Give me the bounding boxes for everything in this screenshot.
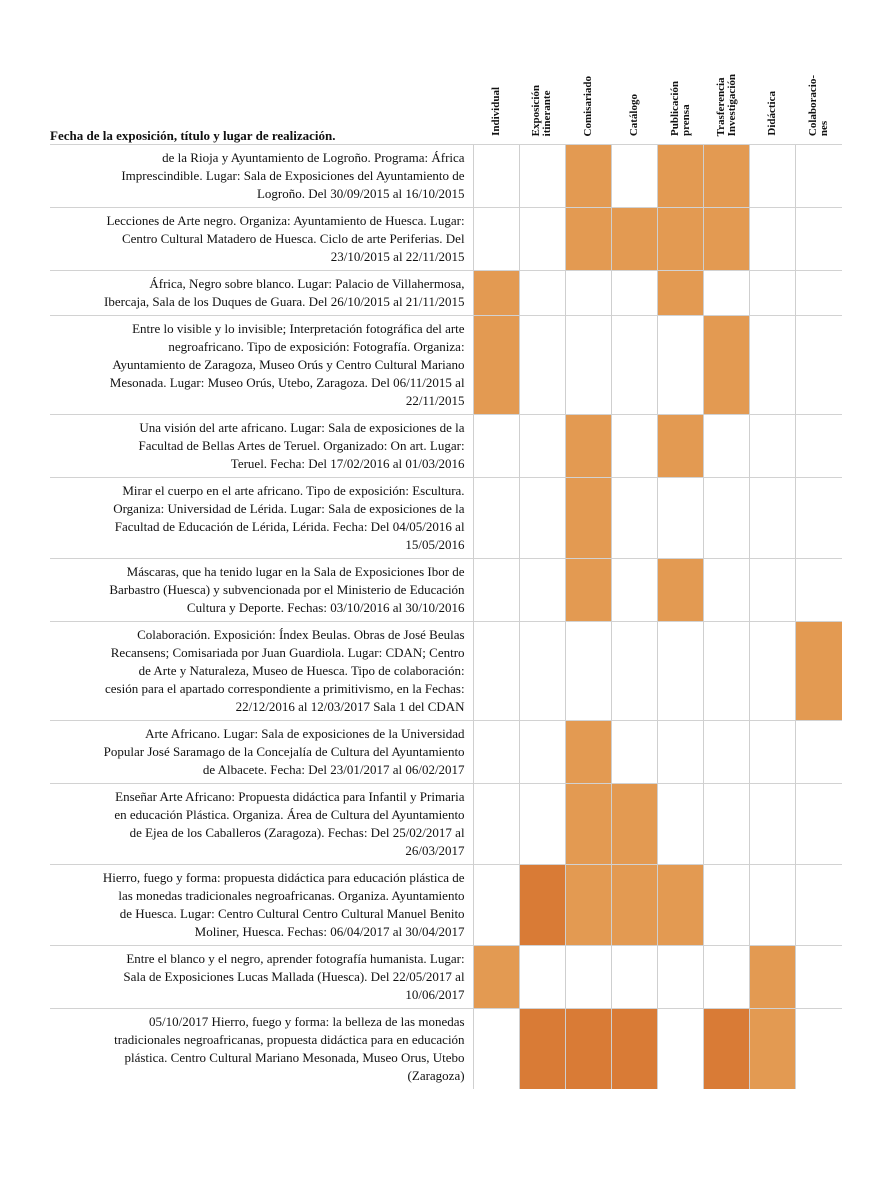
- category-cell-filled: [611, 1009, 657, 1090]
- category-cell-empty: [796, 784, 842, 865]
- category-cell-empty: [565, 271, 611, 316]
- description-line: plástica. Centro Cultural Mariano Mesonada, Museo Orus, Utebo: [124, 1050, 465, 1065]
- table-row: [50, 1009, 842, 1090]
- exhibition-description: [50, 478, 473, 559]
- category-cell-empty: [750, 145, 796, 208]
- table-row: [50, 721, 842, 784]
- description-line: cesión para el apartado correspondiente a primitivismo, en la Fechas:: [105, 681, 465, 696]
- category-cell-empty: [750, 721, 796, 784]
- column-header-didactica: Didáctica: [766, 91, 779, 136]
- category-cell-filled: [796, 622, 842, 721]
- description-line: 15/05/2016: [405, 537, 465, 552]
- category-cell-filled: [750, 946, 796, 1009]
- category-cell-filled: [658, 271, 704, 316]
- category-cell-empty: [611, 316, 657, 415]
- exhibition-description: [50, 316, 473, 415]
- category-cell-empty: [704, 784, 750, 865]
- category-cell-empty: [565, 946, 611, 1009]
- category-cell-empty: [750, 478, 796, 559]
- category-cell-filled: [565, 784, 611, 865]
- description-column-header: Fecha de la exposición, título y lugar de realización.: [50, 128, 336, 143]
- description-line: Ayuntamiento de Zaragoza, Museo Orús y Centro Cultural Mariano: [112, 357, 465, 372]
- category-cell-empty: [704, 946, 750, 1009]
- category-cell-empty: [796, 208, 842, 271]
- exhibition-description: [50, 208, 473, 271]
- category-cell-empty: [473, 721, 519, 784]
- category-cell-filled: [658, 559, 704, 622]
- category-cell-empty: [519, 622, 565, 721]
- description-line: Mirar el cuerpo en el arte africano. Tipo de exposición: Escultura.: [122, 483, 465, 498]
- category-cell-empty: [519, 721, 565, 784]
- description-line: las monedas tradicionales negroafricanas. Organiza. Ayuntamiento: [118, 888, 465, 903]
- category-cell-filled: [611, 784, 657, 865]
- column-header-catalogo: Catálogo: [627, 93, 640, 136]
- category-cell-empty: [796, 271, 842, 316]
- category-cell-empty: [519, 559, 565, 622]
- column-header-individual: Individual: [489, 87, 502, 136]
- description-line: 22/12/2016 al 12/03/2017 Sala 1 del CDAN: [235, 699, 465, 714]
- description-line: de Huesca. Lugar: Centro Cultural Centro Cultural Manuel Benito: [119, 906, 465, 921]
- description-line: en educación Plástica. Organiza. Área de Cultura del Ayuntamiento: [114, 807, 465, 822]
- category-cell-empty: [473, 784, 519, 865]
- category-cell-filled: [750, 1009, 796, 1090]
- category-cell-filled: [658, 208, 704, 271]
- description-line: 10/06/2017: [405, 987, 465, 1002]
- description-line: Colaboración. Exposición: Índex Beulas. Obras de José Beulas: [137, 627, 465, 642]
- category-cell-empty: [658, 316, 704, 415]
- category-cell-filled: [565, 208, 611, 271]
- exhibition-description: [50, 784, 473, 865]
- description-line: África, Negro sobre blanco. Lugar: Palacio de Villahermosa,: [149, 276, 465, 291]
- category-cell-empty: [796, 721, 842, 784]
- description-line: 26/03/2017: [405, 843, 465, 858]
- exhibition-description: [50, 559, 473, 622]
- exhibition-description: [50, 865, 473, 946]
- category-cell-filled: [611, 208, 657, 271]
- column-header-trasferencia-investigacion: Trasferencia Investigación: [714, 73, 738, 136]
- table-row: [50, 478, 842, 559]
- description-line: Barbastro (Huesca) y subvencionada por el Ministerio de Educación: [109, 582, 465, 597]
- description-line: Entre el blanco y el negro, aprender fotografía humanista. Lugar:: [126, 951, 465, 966]
- description-line: Facultad de Educación de Lérida, Lérida. Fecha: Del 04/05/2016 al: [114, 519, 465, 534]
- exhibitions-matrix-table: [50, 40, 842, 1089]
- exhibition-description: [50, 622, 473, 721]
- description-line: negroafricano. Tipo de exposición: Fotografía. Organiza:: [168, 339, 465, 354]
- category-cell-filled: [704, 145, 750, 208]
- exhibition-description: [50, 946, 473, 1009]
- description-line: Organiza: Universidad de Lérida. Lugar: Sala de exposiciones de la: [113, 501, 465, 516]
- category-cell-empty: [565, 622, 611, 721]
- category-cell-empty: [473, 415, 519, 478]
- category-cell-empty: [704, 478, 750, 559]
- description-line: Entre lo visible y lo invisible; Interpretación fotográfica del arte: [132, 321, 465, 336]
- category-cell-filled: [565, 145, 611, 208]
- category-cell-empty: [796, 316, 842, 415]
- category-cell-filled: [658, 145, 704, 208]
- category-cell-empty: [611, 721, 657, 784]
- category-cell-filled: [565, 865, 611, 946]
- description-line: 22/11/2015: [405, 393, 465, 408]
- category-cell-empty: [519, 208, 565, 271]
- category-cell-empty: [658, 946, 704, 1009]
- table-row: [50, 271, 842, 316]
- category-cell-filled: [565, 415, 611, 478]
- category-cell-empty: [796, 145, 842, 208]
- category-cell-empty: [611, 145, 657, 208]
- description-line: Mesonada. Lugar: Museo Orús, Utebo, Zaragoza. Del 06/11/2015 al: [109, 375, 465, 390]
- table-row: [50, 316, 842, 415]
- category-cell-empty: [750, 415, 796, 478]
- exhibition-description: [50, 145, 473, 208]
- category-cell-filled: [473, 946, 519, 1009]
- category-cell-filled: [565, 721, 611, 784]
- category-cell-empty: [611, 622, 657, 721]
- table-row: [50, 415, 842, 478]
- category-cell-empty: [796, 559, 842, 622]
- description-line: de la Rioja y Ayuntamiento de Logroño. Programa: África: [162, 150, 465, 165]
- description-line: de Arte y Naturaleza, Museo de Huesca. Tipo de colaboración:: [138, 663, 465, 678]
- description-line: Una visión del arte africano. Lugar: Sala de exposiciones de la: [139, 420, 465, 435]
- category-cell-empty: [750, 865, 796, 946]
- description-line: Enseñar Arte Africano: Propuesta didáctica para Infantil y Primaria: [115, 789, 465, 804]
- table-row: [50, 784, 842, 865]
- category-cell-filled: [565, 1009, 611, 1090]
- exhibition-description: [50, 271, 473, 316]
- category-cell-empty: [750, 316, 796, 415]
- category-cell-empty: [704, 622, 750, 721]
- table-row: [50, 865, 842, 946]
- description-line: Ibercaja, Sala de los Duques de Guara. Del 26/10/2015 al 21/11/2015: [104, 294, 465, 309]
- category-cell-empty: [796, 478, 842, 559]
- description-line: Hierro, fuego y forma: propuesta didáctica para educación plástica de: [102, 870, 465, 885]
- category-cell-empty: [473, 559, 519, 622]
- description-line: tradicionales negroafricanas, propuesta didáctica para en educación: [114, 1032, 465, 1047]
- category-cell-empty: [750, 784, 796, 865]
- description-line: Arte Africano. Lugar: Sala de exposiciones de la Universidad: [145, 726, 465, 741]
- table-row: [50, 208, 842, 271]
- category-cell-empty: [750, 208, 796, 271]
- category-cell-filled: [565, 478, 611, 559]
- category-cell-empty: [611, 478, 657, 559]
- category-cell-empty: [750, 271, 796, 316]
- description-line: Teruel. Fecha: Del 17/02/2016 al 01/03/2016: [230, 456, 465, 471]
- category-cell-empty: [704, 271, 750, 316]
- category-cell-empty: [519, 145, 565, 208]
- description-line: 23/10/2015 al 22/11/2015: [330, 249, 465, 264]
- category-cell-empty: [473, 145, 519, 208]
- exhibition-description: [50, 1009, 473, 1090]
- category-cell-empty: [565, 316, 611, 415]
- category-cell-empty: [750, 622, 796, 721]
- category-cell-empty: [658, 784, 704, 865]
- column-header-exposicion-itinerante: Exposición itinerante: [530, 84, 554, 136]
- description-line: Moliner, Huesca. Fechas: 06/04/2017 al 30/04/2017: [194, 924, 465, 939]
- table-row: [50, 145, 842, 208]
- description-line: de Albacete. Fecha: Del 23/01/2017 al 06/02/2017: [202, 762, 465, 777]
- category-cell-empty: [750, 559, 796, 622]
- category-cell-empty: [658, 478, 704, 559]
- column-header-publicacion-prensa: Publicación prensa: [668, 80, 692, 136]
- category-cell-filled: [704, 316, 750, 415]
- category-cell-empty: [519, 316, 565, 415]
- category-cell-empty: [704, 415, 750, 478]
- category-cell-filled: [704, 208, 750, 271]
- category-cell-empty: [658, 721, 704, 784]
- category-cell-empty: [473, 1009, 519, 1090]
- description-line: Recansens; Comisariada por Juan Guardiola. Lugar: CDAN; Centro: [110, 645, 465, 660]
- category-cell-empty: [473, 622, 519, 721]
- description-line: Lecciones de Arte negro. Organiza: Ayuntamiento de Huesca. Lugar:: [106, 213, 465, 228]
- category-cell-empty: [519, 478, 565, 559]
- category-cell-empty: [704, 559, 750, 622]
- description-line: de Ejea de los Caballeros (Zaragoza). Fechas: Del 25/02/2017 al: [129, 825, 465, 840]
- category-cell-filled: [519, 1009, 565, 1090]
- category-cell-empty: [473, 478, 519, 559]
- description-line: Máscaras, que ha tenido lugar en la Sala de Exposiciones Ibor de: [126, 564, 465, 579]
- category-cell-empty: [519, 415, 565, 478]
- table-body: [50, 145, 842, 1090]
- category-cell-empty: [611, 946, 657, 1009]
- description-line: Imprescindible. Lugar: Sala de Exposiciones del Ayuntamiento de: [121, 168, 465, 183]
- header-row: [50, 40, 842, 145]
- category-cell-empty: [796, 946, 842, 1009]
- column-header-comisariado: Comisariado: [581, 75, 594, 136]
- category-cell-empty: [796, 865, 842, 946]
- category-cell-filled: [473, 271, 519, 316]
- category-cell-filled: [565, 559, 611, 622]
- category-cell-empty: [611, 271, 657, 316]
- column-header-colaboraciones: Colaboracio- nes: [806, 74, 830, 136]
- category-cell-filled: [611, 865, 657, 946]
- category-cell-empty: [473, 208, 519, 271]
- category-cell-filled: [704, 1009, 750, 1090]
- category-cell-empty: [796, 415, 842, 478]
- description-line: Logroño. Del 30/09/2015 al 16/10/2015: [256, 186, 465, 201]
- category-cell-empty: [519, 784, 565, 865]
- category-cell-filled: [519, 865, 565, 946]
- category-cell-filled: [473, 316, 519, 415]
- category-cell-empty: [519, 271, 565, 316]
- description-line: (Zaragoza): [407, 1068, 465, 1083]
- exhibition-description: [50, 721, 473, 784]
- table-row: [50, 559, 842, 622]
- description-line: Facultad de Bellas Artes de Teruel. Organizado: On art. Lugar:: [138, 438, 465, 453]
- description-line: Centro Cultural Matadero de Huesca. Ciclo de arte Periferias. Del: [121, 231, 465, 246]
- category-cell-empty: [611, 559, 657, 622]
- table-row: [50, 622, 842, 721]
- category-cell-empty: [704, 721, 750, 784]
- category-cell-empty: [473, 865, 519, 946]
- exhibition-description: [50, 415, 473, 478]
- description-line: 05/10/2017 Hierro, fuego y forma: la belleza de las monedas: [149, 1014, 465, 1029]
- category-cell-filled: [658, 415, 704, 478]
- category-cell-empty: [519, 946, 565, 1009]
- description-line: Cultura y Deporte. Fechas: 03/10/2016 al 30/10/2016: [186, 600, 465, 615]
- category-cell-filled: [658, 865, 704, 946]
- category-cell-empty: [704, 865, 750, 946]
- category-cell-empty: [658, 622, 704, 721]
- category-cell-empty: [611, 415, 657, 478]
- category-cell-empty: [796, 1009, 842, 1090]
- category-cell-empty: [658, 1009, 704, 1090]
- table-row: [50, 946, 842, 1009]
- description-line: Popular José Saramago de la Concejalía de Cultura del Ayuntamiento: [103, 744, 465, 759]
- description-line: Sala de Exposiciones Lucas Mallada (Huesca). Del 22/05/2017 al: [123, 969, 465, 984]
